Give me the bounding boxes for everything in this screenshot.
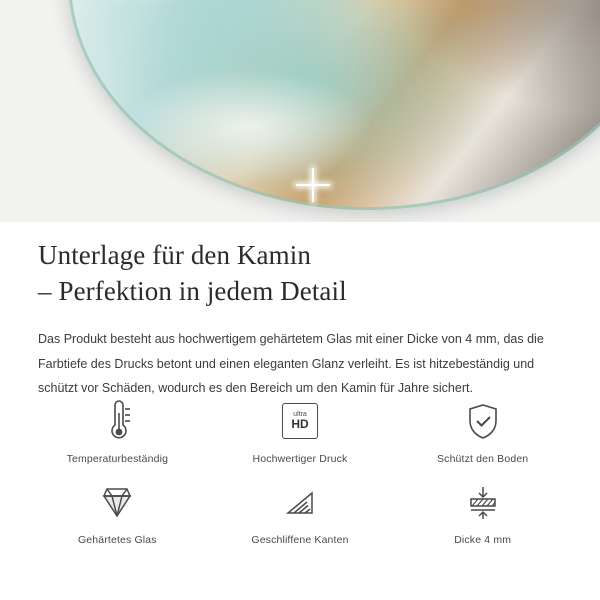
- feature-label: Temperaturbeständig: [66, 453, 169, 465]
- hero-image: [0, 0, 600, 222]
- ultra-hd-badge-top: ultra: [293, 411, 307, 419]
- polished-edges-icon: [279, 479, 321, 525]
- page-title-line-1: Unterlage für den Kamin: [38, 240, 311, 270]
- thermometer-icon: [97, 398, 137, 444]
- ultra-hd-badge-bottom: HD: [291, 417, 309, 432]
- feature-label: Dicke 4 mm: [454, 534, 512, 546]
- thickness-icon: [462, 479, 504, 525]
- diamond-icon: [96, 479, 138, 525]
- feature-label: Hochwertiger Druck: [252, 453, 348, 465]
- shield-check-icon: [463, 398, 503, 444]
- feature-item-temperature: [26, 398, 209, 465]
- description-paragraph: Das Produkt besteht aus hochwertigem gehärtetem Glas mit einer Dicke von 4 mm, das die Farbtiefe des Drucks betont und einen eleganten Glanz verleiht. Es ist hitzebeständig und schützt vor Schäden, wodurch es den Bereich um den Kamin für Jahre sichert.: [38, 332, 544, 395]
- text-block: [0, 222, 600, 400]
- page-title-line-2: – Perfektion in jedem Detail: [38, 275, 347, 306]
- glass-disc-edge: [68, 0, 600, 210]
- feature-label: Schützt den Boden: [437, 453, 529, 465]
- feature-item-polished-edges: [209, 479, 392, 546]
- feature-grid: [0, 398, 600, 546]
- ultra-hd-icon: [282, 398, 318, 444]
- feature-item-tempered-glass: [26, 479, 209, 546]
- feature-label: Geschliffene Kanten: [251, 534, 349, 546]
- page-title: [0, 222, 600, 309]
- feature-label: Gehärtetes Glas: [77, 534, 157, 546]
- feature-item-print-quality: [209, 398, 392, 465]
- feature-item-floor-protection: [391, 398, 574, 465]
- feature-item-thickness: [391, 479, 574, 546]
